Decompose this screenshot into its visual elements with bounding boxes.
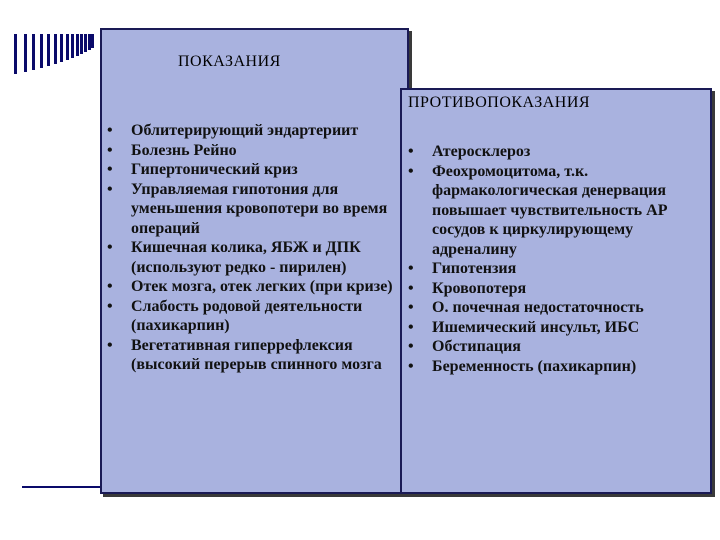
bullet-icon: • (107, 278, 113, 295)
bullet-icon: • (408, 338, 414, 355)
list-item (107, 121, 397, 141)
bullet-icon: • (107, 297, 113, 315)
contraindications-list (408, 142, 706, 376)
list-item-text: Гипертонический криз (131, 161, 298, 178)
decorative-line (22, 486, 102, 488)
list-item-text: Ишемический инсульт, ИБС (432, 318, 640, 336)
list-item (408, 337, 706, 357)
list-item-text: Кишечная колика, ЯБЖ и ДПК (используют редко - пирилен) (131, 239, 361, 276)
list-item (107, 160, 397, 180)
list-item (408, 259, 706, 279)
list-item (408, 357, 706, 377)
decorative-bar (54, 34, 57, 64)
list-item-text: О. почечная недостаточность (432, 299, 644, 316)
list-item-text: Атеросклероз (432, 143, 531, 160)
bullet-icon: • (107, 239, 113, 256)
list-item-text: Вегетативная гиперрефлексия (высокий перерыв спинного мозга (131, 336, 382, 373)
list-item (408, 318, 706, 338)
list-item (107, 180, 397, 239)
list-item-text: Слабость родовой деятельности (пахикарпин) (131, 297, 363, 334)
list-item-text: Беременность (пахикарпин) (432, 357, 637, 375)
decorative-bar (60, 34, 63, 62)
bullet-icon: • (408, 162, 414, 180)
list-item (107, 297, 397, 336)
decorative-bar (66, 34, 69, 60)
list-item-text: Болезнь Рейно (131, 141, 237, 159)
bullet-icon: • (408, 279, 414, 297)
list-item-text: Отек мозга, отек легких (при кризе) (131, 278, 393, 295)
decorative-bar (80, 34, 83, 54)
list-item-text: Облитерирующий эндартериит (131, 122, 359, 139)
indications-list (107, 121, 397, 375)
bullet-icon: • (408, 260, 414, 277)
bullet-icon: • (107, 122, 113, 139)
decorative-bar (47, 34, 50, 66)
list-item (408, 162, 706, 260)
list-item (107, 141, 397, 161)
decorative-bar (14, 34, 17, 74)
list-item (107, 277, 397, 297)
list-item (408, 298, 706, 318)
list-item-text: Кровопотеря (432, 279, 527, 297)
bullet-icon: • (408, 143, 414, 160)
bullet-icon: • (107, 180, 113, 198)
bullet-icon: • (408, 299, 414, 316)
decorative-bars (14, 34, 114, 74)
list-item (408, 142, 706, 162)
decorative-bar (32, 34, 35, 70)
decorative-bar (84, 34, 87, 52)
decorative-bar (91, 34, 94, 48)
bullet-icon: • (408, 318, 414, 336)
list-item (408, 279, 706, 299)
bullet-icon: • (107, 161, 113, 178)
indications-title: ПОКАЗАНИЯ (178, 53, 281, 70)
list-item-text: Феохромоцитома, т.к. фармакологическая денервация повышает чувствительность АР сосудов к циркулирующему адреналину (432, 162, 668, 258)
list-item (107, 336, 397, 375)
list-item-text: Гипотензия (432, 260, 517, 277)
bullet-icon: • (408, 357, 414, 375)
list-item-text: Обстипация (432, 338, 521, 355)
bullet-icon: • (107, 336, 113, 354)
bullet-icon: • (107, 141, 113, 159)
decorative-bar (24, 34, 27, 72)
list-item-text: Управляемая гипотония для уменьшения кровопотери во время операций (131, 180, 388, 237)
decorative-bar (76, 34, 79, 56)
decorative-bar (71, 34, 74, 58)
decorative-bar (40, 34, 43, 68)
list-item (107, 238, 397, 277)
contraindications-title: ПРОТИВОПОКАЗАНИЯ (408, 94, 591, 111)
